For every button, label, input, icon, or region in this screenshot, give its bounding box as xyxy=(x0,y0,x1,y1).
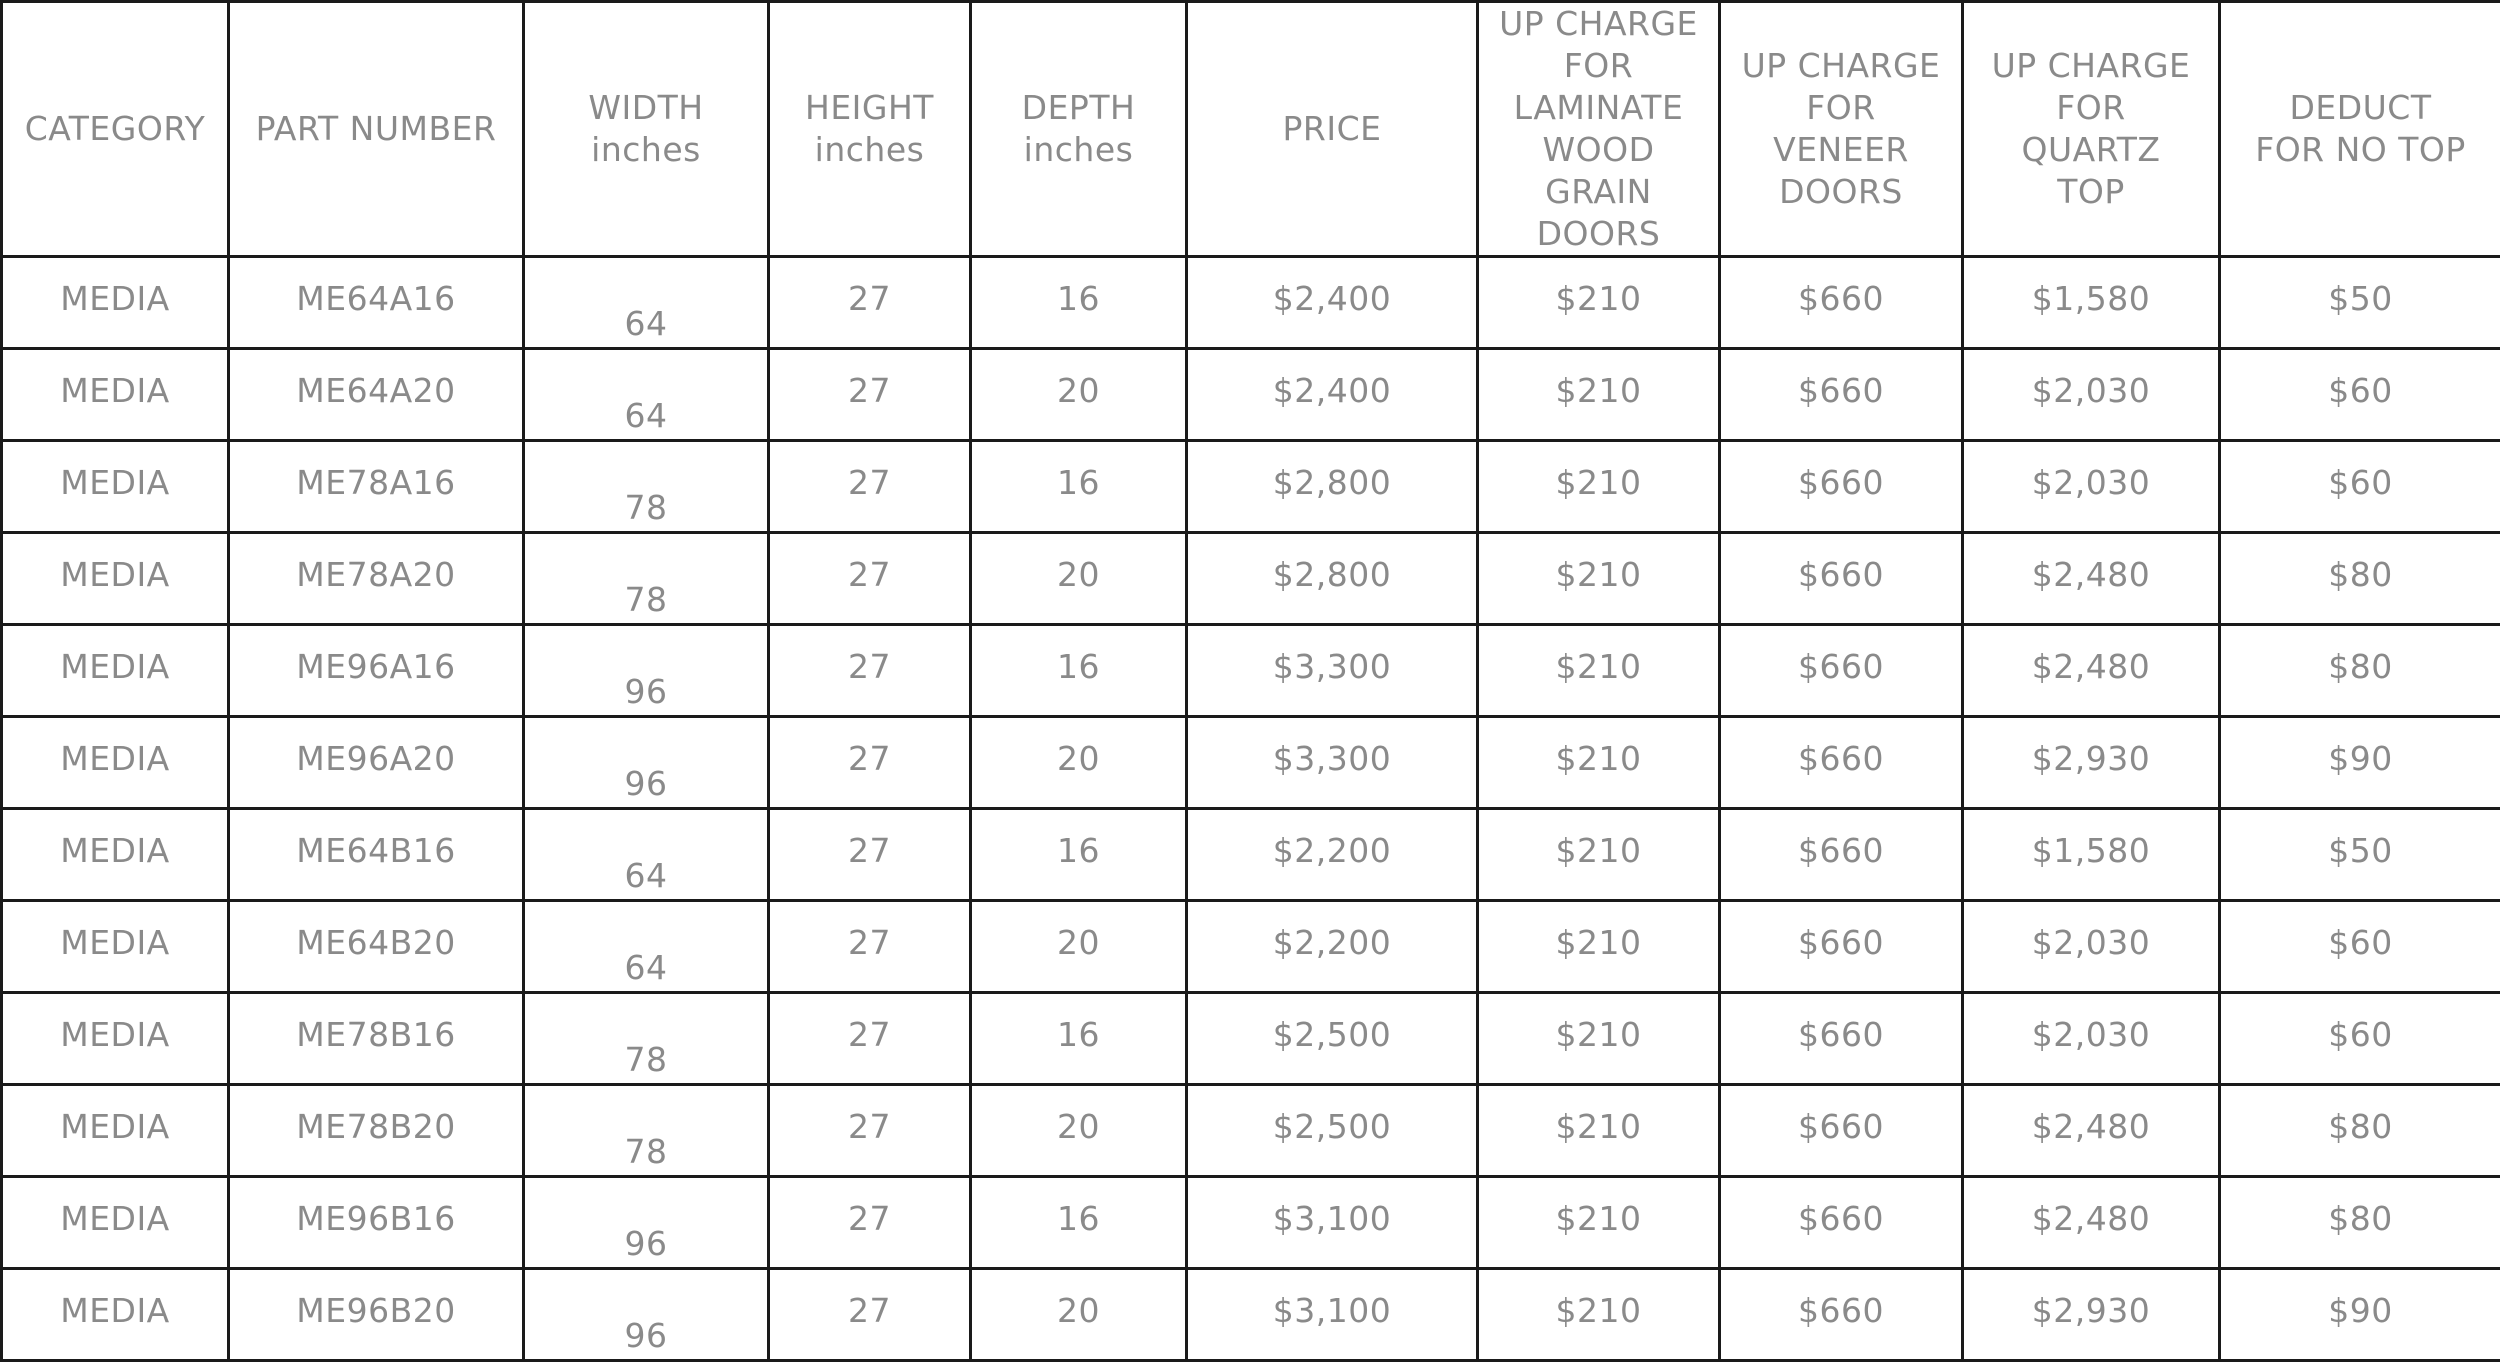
column-header-label: DEDUCT xyxy=(2221,87,2500,129)
laminate-cell: $210 xyxy=(1478,809,1720,901)
table-row xyxy=(2,1177,2500,1269)
width-cell: 64 xyxy=(524,349,769,441)
price-cell: $2,400 xyxy=(1187,349,1478,441)
column-header-label: UP CHARGE xyxy=(1964,45,2218,87)
depth-cell: 20 xyxy=(971,901,1187,993)
table-row xyxy=(2,1085,2500,1177)
category-cell: MEDIA xyxy=(2,993,229,1085)
category-cell: MEDIA xyxy=(2,809,229,901)
width-cell: 96 xyxy=(524,1177,769,1269)
veneer-cell: $660 xyxy=(1720,625,1963,717)
category-cell: MEDIA xyxy=(2,1269,229,1361)
column-header-label: TOP xyxy=(1964,171,2218,213)
height-cell: 27 xyxy=(769,809,971,901)
part-number-cell: ME78B16 xyxy=(229,993,524,1085)
depth-cell: 20 xyxy=(971,349,1187,441)
laminate-cell: $210 xyxy=(1478,1177,1720,1269)
width-cell: 96 xyxy=(524,717,769,809)
column-header-label: DOORS xyxy=(1479,213,1718,255)
part-number-cell: ME64B16 xyxy=(229,809,524,901)
width-cell: 64 xyxy=(524,257,769,349)
height-cell: 27 xyxy=(769,901,971,993)
table-header xyxy=(2,2,2500,257)
table-body xyxy=(2,257,2500,1361)
laminate-cell: $210 xyxy=(1478,441,1720,533)
deduct-cell: $80 xyxy=(2220,533,2500,625)
width-cell: 96 xyxy=(524,1269,769,1361)
depth-cell: 16 xyxy=(971,1177,1187,1269)
column-header-label: DOORS xyxy=(1721,171,1961,213)
deduct-cell: $80 xyxy=(2220,1085,2500,1177)
quartz-cell: $2,930 xyxy=(1963,717,2220,809)
quartz-cell: $2,480 xyxy=(1963,1177,2220,1269)
column-header-label: PRICE xyxy=(1188,108,1476,150)
quartz-cell: $2,480 xyxy=(1963,1085,2220,1177)
height-cell: 27 xyxy=(769,441,971,533)
part-number-cell: ME96A16 xyxy=(229,625,524,717)
column-header-label: WOOD xyxy=(1479,129,1718,171)
depth-cell: 20 xyxy=(971,717,1187,809)
part-number-cell: ME64B20 xyxy=(229,901,524,993)
width-cell: 96 xyxy=(524,625,769,717)
table-row xyxy=(2,901,2500,993)
part-number-cell: ME78B20 xyxy=(229,1085,524,1177)
quartz-cell: $1,580 xyxy=(1963,809,2220,901)
laminate-cell: $210 xyxy=(1478,1269,1720,1361)
laminate-cell: $210 xyxy=(1478,717,1720,809)
veneer-cell: $660 xyxy=(1720,349,1963,441)
depth-cell: 16 xyxy=(971,809,1187,901)
price-cell: $2,800 xyxy=(1187,533,1478,625)
part-number-cell: ME78A16 xyxy=(229,441,524,533)
table-row xyxy=(2,533,2500,625)
price-cell: $3,100 xyxy=(1187,1177,1478,1269)
table-row xyxy=(2,1269,2500,1361)
veneer-cell: $660 xyxy=(1720,441,1963,533)
part-number-cell: ME96B20 xyxy=(229,1269,524,1361)
table-row xyxy=(2,625,2500,717)
price-cell: $2,800 xyxy=(1187,441,1478,533)
quartz-cell: $2,030 xyxy=(1963,441,2220,533)
column-header-label: QUARTZ xyxy=(1964,129,2218,171)
laminate-cell: $210 xyxy=(1478,993,1720,1085)
quartz-cell: $2,030 xyxy=(1963,993,2220,1085)
height-cell: 27 xyxy=(769,1177,971,1269)
column-header-label: LAMINATE xyxy=(1479,87,1718,129)
category-cell: MEDIA xyxy=(2,257,229,349)
category-cell: MEDIA xyxy=(2,1085,229,1177)
column-header-label: UP CHARGE xyxy=(1479,3,1718,45)
category-cell: MEDIA xyxy=(2,717,229,809)
part-number-cell: ME78A20 xyxy=(229,533,524,625)
table-row xyxy=(2,257,2500,349)
price-cell: $3,300 xyxy=(1187,717,1478,809)
price-cell: $2,400 xyxy=(1187,257,1478,349)
column-header-price xyxy=(1187,2,1478,257)
category-cell: MEDIA xyxy=(2,349,229,441)
column-header-label: inches xyxy=(972,129,1185,171)
height-cell: 27 xyxy=(769,1085,971,1177)
width-cell: 78 xyxy=(524,1085,769,1177)
part-number-cell: ME64A16 xyxy=(229,257,524,349)
deduct-cell: $50 xyxy=(2220,257,2500,349)
column-header-label: FOR xyxy=(1721,87,1961,129)
price-cell: $2,200 xyxy=(1187,809,1478,901)
header-row xyxy=(2,2,2500,257)
depth-cell: 16 xyxy=(971,441,1187,533)
deduct-cell: $60 xyxy=(2220,441,2500,533)
column-header-laminate xyxy=(1478,2,1720,257)
column-header-depth xyxy=(971,2,1187,257)
quartz-cell: $2,030 xyxy=(1963,349,2220,441)
depth-cell: 20 xyxy=(971,1085,1187,1177)
height-cell: 27 xyxy=(769,349,971,441)
deduct-cell: $60 xyxy=(2220,901,2500,993)
table-row xyxy=(2,809,2500,901)
deduct-cell: $50 xyxy=(2220,809,2500,901)
column-header-label: DEPTH xyxy=(972,87,1185,129)
laminate-cell: $210 xyxy=(1478,533,1720,625)
price-cell: $3,100 xyxy=(1187,1269,1478,1361)
column-header-label: FOR xyxy=(1479,45,1718,87)
column-header-category xyxy=(2,2,229,257)
veneer-cell: $660 xyxy=(1720,809,1963,901)
veneer-cell: $660 xyxy=(1720,901,1963,993)
width-cell: 78 xyxy=(524,441,769,533)
category-cell: MEDIA xyxy=(2,1177,229,1269)
deduct-cell: $90 xyxy=(2220,717,2500,809)
height-cell: 27 xyxy=(769,1269,971,1361)
column-header-part-number xyxy=(229,2,524,257)
column-header-label: CATEGORY xyxy=(3,108,227,150)
part-number-cell: ME96A20 xyxy=(229,717,524,809)
column-header-label: PART NUMBER xyxy=(230,108,522,150)
depth-cell: 20 xyxy=(971,1269,1187,1361)
column-header-label: FOR NO TOP xyxy=(2221,129,2500,171)
depth-cell: 16 xyxy=(971,625,1187,717)
height-cell: 27 xyxy=(769,717,971,809)
price-cell: $2,500 xyxy=(1187,1085,1478,1177)
column-header-height xyxy=(769,2,971,257)
column-header-label: inches xyxy=(525,129,767,171)
veneer-cell: $660 xyxy=(1720,257,1963,349)
laminate-cell: $210 xyxy=(1478,349,1720,441)
column-header-width xyxy=(524,2,769,257)
height-cell: 27 xyxy=(769,257,971,349)
quartz-cell: $2,480 xyxy=(1963,625,2220,717)
price-cell: $3,300 xyxy=(1187,625,1478,717)
column-header-label: inches xyxy=(770,129,969,171)
veneer-cell: $660 xyxy=(1720,717,1963,809)
depth-cell: 16 xyxy=(971,993,1187,1085)
height-cell: 27 xyxy=(769,625,971,717)
depth-cell: 16 xyxy=(971,257,1187,349)
width-cell: 78 xyxy=(524,993,769,1085)
column-header-quartz xyxy=(1963,2,2220,257)
category-cell: MEDIA xyxy=(2,533,229,625)
deduct-cell: $80 xyxy=(2220,625,2500,717)
laminate-cell: $210 xyxy=(1478,1085,1720,1177)
price-cell: $2,500 xyxy=(1187,993,1478,1085)
category-cell: MEDIA xyxy=(2,625,229,717)
table-row xyxy=(2,349,2500,441)
deduct-cell: $80 xyxy=(2220,1177,2500,1269)
veneer-cell: $660 xyxy=(1720,1177,1963,1269)
laminate-cell: $210 xyxy=(1478,257,1720,349)
part-number-cell: ME64A20 xyxy=(229,349,524,441)
height-cell: 27 xyxy=(769,533,971,625)
laminate-cell: $210 xyxy=(1478,625,1720,717)
height-cell: 27 xyxy=(769,993,971,1085)
column-header-label: VENEER xyxy=(1721,129,1961,171)
width-cell: 64 xyxy=(524,901,769,993)
column-header-label: UP CHARGE xyxy=(1721,45,1961,87)
table-row xyxy=(2,717,2500,809)
width-cell: 78 xyxy=(524,533,769,625)
column-header-label: FOR xyxy=(1964,87,2218,129)
veneer-cell: $660 xyxy=(1720,1269,1963,1361)
quartz-cell: $1,580 xyxy=(1963,257,2220,349)
price-cell: $2,200 xyxy=(1187,901,1478,993)
veneer-cell: $660 xyxy=(1720,1085,1963,1177)
column-header-veneer xyxy=(1720,2,1963,257)
category-cell: MEDIA xyxy=(2,441,229,533)
quartz-cell: $2,930 xyxy=(1963,1269,2220,1361)
quartz-cell: $2,030 xyxy=(1963,901,2220,993)
width-cell: 64 xyxy=(524,809,769,901)
column-header-label: WIDTH xyxy=(525,87,767,129)
category-cell: MEDIA xyxy=(2,901,229,993)
deduct-cell: $90 xyxy=(2220,1269,2500,1361)
veneer-cell: $660 xyxy=(1720,993,1963,1085)
table-row xyxy=(2,993,2500,1085)
quartz-cell: $2,480 xyxy=(1963,533,2220,625)
table-row xyxy=(2,441,2500,533)
column-header-label: HEIGHT xyxy=(770,87,969,129)
deduct-cell: $60 xyxy=(2220,349,2500,441)
deduct-cell: $60 xyxy=(2220,993,2500,1085)
column-header-label: GRAIN xyxy=(1479,171,1718,213)
part-number-cell: ME96B16 xyxy=(229,1177,524,1269)
column-header-deduct xyxy=(2220,2,2500,257)
laminate-cell: $210 xyxy=(1478,901,1720,993)
veneer-cell: $660 xyxy=(1720,533,1963,625)
depth-cell: 20 xyxy=(971,533,1187,625)
